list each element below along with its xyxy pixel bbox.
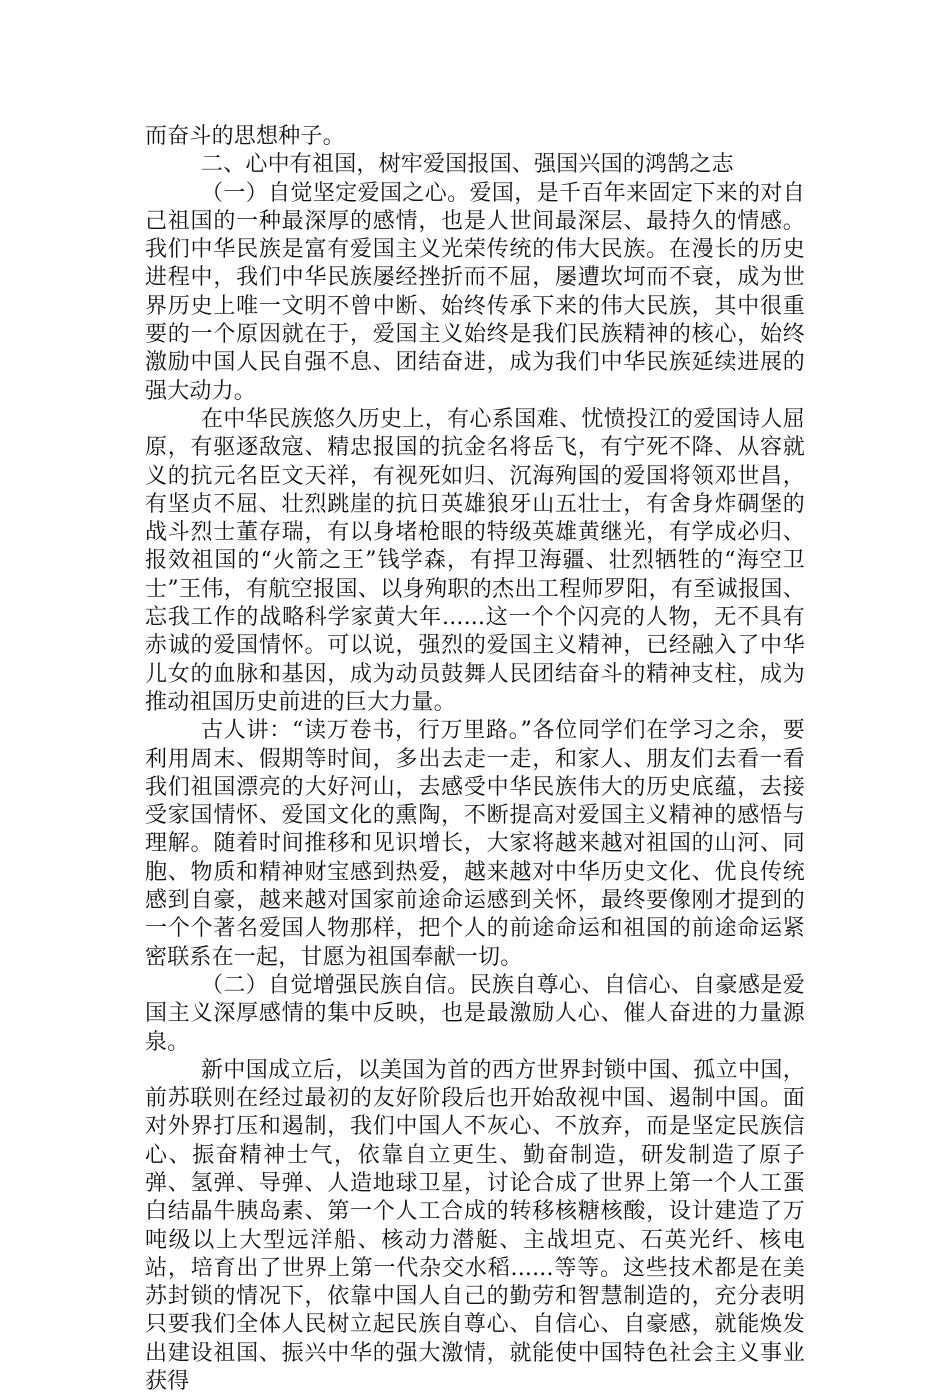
paragraph-travel: 古人讲：“读万卷书，行万里路。”各位同学们在学习之余，要利用周末、假期等时间，多出去走一走，和家人、朋友们去看一看我们祖国漂亮的大好河山，去感受中华民族伟大的历史底蕴，去接受家国情怀、爱国文化的熏陶，不断提高对爱国主义精神的感悟与理解。随着时间推移和见识增长，大家将越来越对祖国的山河、同胞、物质和精神财宝感到热爱，越来越对中华历史文化、优良传统感到自豪，越来越对国家前途命运感到关怀，最终要像刚才提到的一个个著名爱国人物那样，把个人的前途命运和祖国的前途命运紧密联系在一起，甘愿为祖国奉献一切。 — [145, 718, 805, 970]
document-body — [145, 123, 805, 1396]
section-heading: 二、心中有祖国，树牢爱国报国、强国兴国的鸿鹄之志 — [201, 152, 734, 178]
paragraph-continuation: 而奋斗的思想种子。 — [145, 124, 345, 149]
paragraph-heroes: 在中华民族悠久历史上，有心系国难、忧愤投江的爱国诗人屈原，有驱逐敌寇、精忠报国的抗金名将岳飞，有宁死不降、从容就义的抗元名臣文天祥，有视死如归、沉海殉国的爱国将领邓世昌，有坚贞不屈、壮烈跳崖的抗日英雄狼牙山五壮士，有舍身炸碉堡的战斗烈士董存瑞，有以身堵枪眼的特级英雄黄继光，有学成必归、报效祖国的“火箭之王”钱学森，有捍卫海疆、壮烈牺牲的“海空卫士”王伟，有航空报国、以身殉职的杰出工程师罗阳，有至诚报国、忘我工作的战略科学家黄大年......这一个个闪亮的人物，无不具有赤诚的爱国情怀。可以说，强烈的爱国主义精神，已经融入了中华儿女的血脉和基因，成为动员鼓舞人民团结奋斗的精神支柱，成为推动祖国历史前进的巨大力量。 — [145, 406, 805, 715]
paragraph-patriotism: （一）自觉坚定爱国之心。爱国，是千百年来固定下来的对自己祖国的一种最深厚的感情，也是人世间最深层、最持久的情感。我们中华民族是富有爱国主义光荣传统的伟大民族。在漫长的历史进程中，我们中华民族屡经挫折而不屈，屡遭坎坷而不衰，成为世界历史上唯一文明不曾中断、始终传承下来的伟大民族，其中很重要的一个原因就在于，爱国主义始终是我们民族精神的核心，始终激励中国人民自强不息、团结奋进，成为我们中华民族延续进展的强大动力。 — [145, 180, 805, 404]
paragraph-new-china: 新中国成立后，以美国为首的西方世界封锁中国、孤立中国，前苏联则在经过最初的友好阶段后也开始敌视中国、遏制中国。面对外界打压和遏制，我们中国人不灰心、不放弃，而是坚定民族信心、振奋精神士气，依靠自立更生、勤奋制造，研发制造了原子弹、氢弹、导弹、人造地球卫星，讨论合成了世界上第一个人工蛋白结晶牛胰岛素、第一个人工合成的转移核糖核酸，设计建造了万吨级以上大型远洋船、核动力潜艇、主战坦克、石英光纤、核电站，培育出了世界上第一代杂交水稻......等等。这些技术都是在美苏封锁的情况下，依靠中国人自己的勤劳和智慧制造的，充分表明只要我们全体人民树立起民族自尊心、自信心、自豪感，就能焕发出建设祖国、振兴中华的强大激情，就能使中国特色社会主义事业获得 — [145, 1057, 805, 1395]
paragraph-confidence: （二）自觉增强民族自信。民族自尊心、自信心、自豪感是爱国主义深厚感情的集中反映，也是最激励人心、催人奋进的力量源泉。 — [145, 972, 805, 1055]
